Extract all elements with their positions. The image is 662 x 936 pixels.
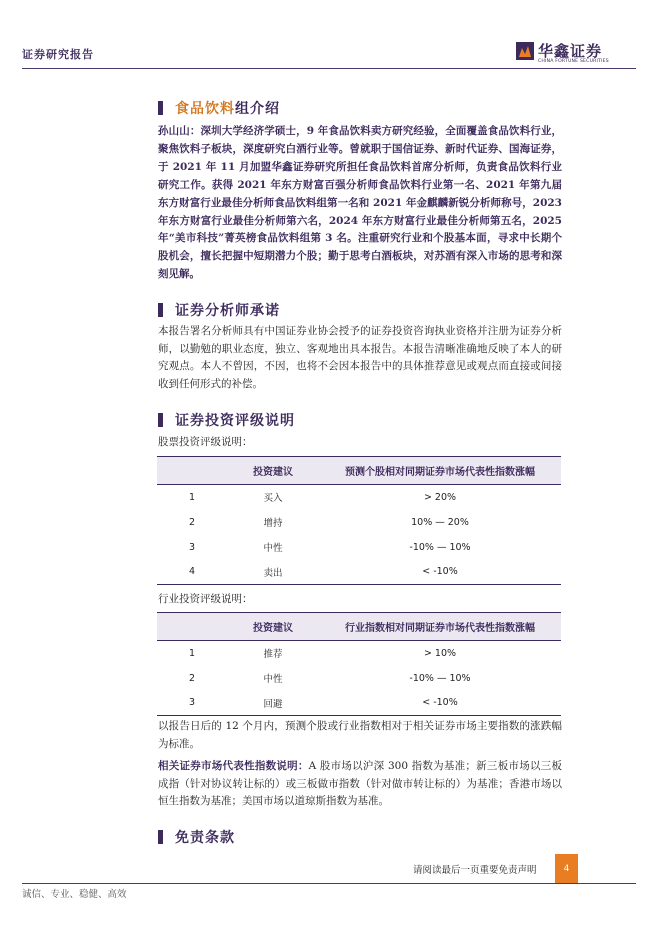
- section-heading-rating: [158, 410, 295, 430]
- table-cell: 3: [157, 691, 227, 716]
- heading-bar: [158, 413, 163, 427]
- heading-text: 证券分析师承诺: [175, 303, 280, 319]
- logo-mark-icon: [516, 42, 534, 60]
- commitment-text: 本报告署名分析师具有中国证券业协会授予的证券投资咨询执业资格并注册为证券分析师，以勤勉的职业态度，独立、客观地出具本报告。本报告清晰准确地反映了本人的研究观点。本人不曾因，不因，也将不会因本报告中的具体推荐意见或观点而直接或间接收到任何形式的补偿。: [158, 325, 562, 390]
- table-row: [157, 560, 561, 585]
- table-cell: 中性: [263, 543, 283, 554]
- table-cell: 推荐: [263, 649, 283, 661]
- heading-text: 证券投资评级说明: [175, 413, 295, 429]
- table-row: [157, 641, 561, 666]
- table-cell: 1: [188, 647, 196, 659]
- industry-rating-table: [157, 612, 561, 716]
- table-row: [157, 535, 561, 560]
- logo-text-en: CHINA FORTUNE SECURITIES: [538, 59, 609, 64]
- stock-rating-label: 股票投资评级说明：: [158, 436, 253, 448]
- heading-bar: [158, 303, 163, 317]
- table-cell: < -10%: [319, 560, 561, 585]
- header-divider: [22, 68, 636, 69]
- table-cell: 买入: [263, 493, 283, 505]
- section-heading-team: [158, 98, 280, 118]
- table-cell: 3: [188, 541, 196, 553]
- table-cell: 1: [188, 491, 196, 503]
- table-header-cell: [157, 457, 227, 485]
- table-row: [157, 485, 561, 510]
- table-row: [157, 666, 561, 691]
- table-header-row: [157, 457, 561, 485]
- table-row: [157, 691, 561, 716]
- table-cell: -10% — 10%: [409, 541, 471, 553]
- footer-divider: [22, 883, 636, 884]
- disclaimer-notice: 请阅读最后一页重要免责声明: [413, 865, 537, 876]
- table-header-cell: 投资建议: [227, 613, 319, 641]
- header-title: 证券研究报告: [22, 48, 94, 61]
- heading-bar: [158, 101, 163, 115]
- section-heading-commitment: [158, 300, 280, 320]
- logo-text-cn: 华鑫证券: [538, 42, 603, 60]
- index-description-body: A 股市场以沪深 300 指数为基准；新三板市场以三板成指（针对协议转让标的）或三板做市指数（针对做市转让标的）为基准；香港市场以恒生指数为基准；美国市场以道琼斯指数为基准。: [158, 760, 562, 807]
- table-header-row: [157, 613, 561, 641]
- table-cell: 2: [188, 672, 196, 684]
- table-header-cell: [157, 613, 227, 641]
- table-header-cell: 投资建议: [227, 457, 319, 485]
- table-cell: 中性: [263, 674, 283, 685]
- table-cell: > 20%: [423, 491, 457, 503]
- index-description-label: 相关证券市场代表性指数说明：: [158, 760, 309, 772]
- page-number: 4: [555, 854, 578, 884]
- stock-rating-table: [157, 456, 561, 585]
- table-cell: 回避: [227, 691, 319, 716]
- heading-text: 免责条款: [175, 830, 235, 846]
- index-description: [158, 758, 562, 811]
- heading-bar: [158, 830, 163, 844]
- heading-accent: 食品饮料: [175, 101, 235, 117]
- table-cell: 10% — 20%: [411, 516, 469, 528]
- table-cell: < -10%: [319, 691, 561, 716]
- table-cell: 卖出: [227, 560, 319, 585]
- section-heading-disclaimer: [158, 827, 235, 847]
- table-cell: -10% — 10%: [409, 672, 471, 684]
- footer-slogan: 诚信、专业、稳健、高效: [22, 889, 127, 900]
- table-cell: 增持: [263, 518, 283, 529]
- rating-note: 以报告日后的 12 个月内，预测个股或行业指数相对于相关证券市场主要指数的涨跌幅为标准。: [158, 720, 562, 750]
- table-header-cell: 预测个股相对同期证券市场代表性指数涨幅: [319, 457, 561, 485]
- table-cell: > 10%: [423, 647, 457, 659]
- table-row: [157, 510, 561, 535]
- heading-rest: 组介绍: [235, 101, 280, 117]
- company-logo: [516, 40, 636, 68]
- industry-rating-label: 行业投资评级说明：: [158, 593, 253, 605]
- table-cell: 4: [157, 560, 227, 585]
- table-cell: 2: [188, 516, 196, 528]
- table-header-cell: 行业指数相对同期证券市场代表性指数涨幅: [319, 613, 561, 641]
- analyst-bio: 孙山山：深圳大学经济学硕士，9 年食品饮料卖方研究经验，全面覆盖食品饮料行业，聚焦饮料子板块，深度研究白酒行业等。曾就职于国信证券、新时代证券、国海证券，于 2021 年 11 月加盟华鑫证券研究所担任食品饮料首席分析师，负责食品饮料行业研究工作。获得 2021 年东方财富百强分析师食品饮料行业第一名、2021 年第九届东方财富行业最佳分析师食品饮料组第一名和 2021 年金麒麟新锐分析师称号，2023 年东方财富行业最佳分析师第六名，2024 年东方财富行业最佳分析师第五名，2025 年“美市科技”菁英榜食品饮料组第 3 名。注重研究行业和个股基本面，寻求中长期个股机会，擅长把握中短期潜力个股；勤于思考白酒板块，对苏酒有深入市场的思考和深刻见解。: [158, 125, 562, 281]
